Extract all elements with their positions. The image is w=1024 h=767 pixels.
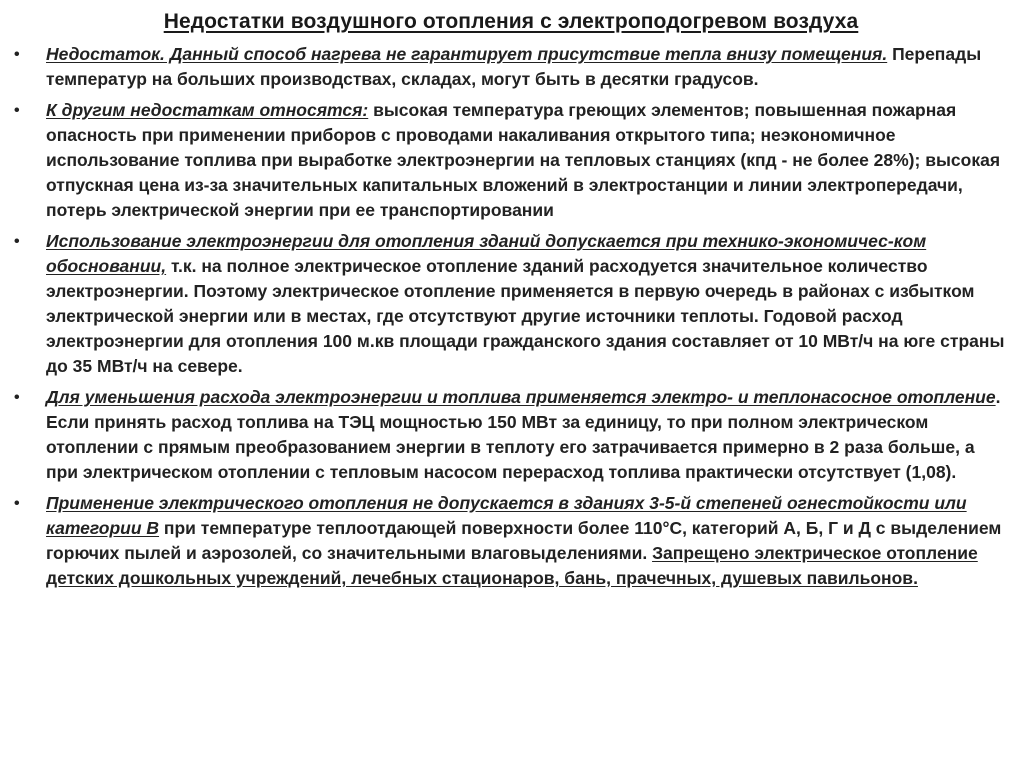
bullet-lead: Применение электрического отопления не допускается в зданиях 3-5-й степеней огнестойкости или категории В bbox=[46, 493, 967, 538]
bullet-item bbox=[12, 98, 1010, 223]
bullet-dot-icon: • bbox=[14, 102, 20, 119]
bullet-item bbox=[12, 385, 1010, 485]
bullet-lead: Недостаток. Данный способ нагрева не гарантирует присутствие тепла внизу помещения. bbox=[46, 44, 888, 64]
bullet-text: при температуре теплоотдающей поверхности более 110°С, категорий А, Б, Г и Д с выделением горючих пылей и аэрозолей, со значительными влаговыделениями. bbox=[46, 518, 1002, 563]
bullet-item bbox=[12, 42, 1010, 92]
slide-title: Недостатки воздушного отопления с электроподогревом воздуха bbox=[163, 10, 859, 33]
bullet-dot-icon: • bbox=[14, 389, 20, 406]
bullet-tail: Запрещено электрическое отопление детских дошкольных учреждений, лечебных стационаров, бань, прачечных, душевых павильонов. bbox=[46, 543, 978, 588]
bullet-lead: К другим недостаткам относятся: bbox=[46, 100, 369, 120]
bullet-dot-icon: • bbox=[14, 233, 20, 250]
bullet-lead: Для уменьшения расхода электроэнергии и топлива применяется электро- и теплонасосное отопление bbox=[46, 387, 996, 407]
bullet-item bbox=[12, 229, 1010, 379]
bullet-text: т.к. на полное электрическое отопление зданий расходуется значительное количество электроэнергии. Поэтому электрическое отопление применяется в первую очередь в районах с избытком электрической энергии или в местах, где отсутствуют другие источники теплоты. Годовой расход электроэнергии для отопления 100 м.кв площади гражданского здания составляет от 10 МВт/ч на юге страны до 35 МВт/ч на севере. bbox=[46, 256, 1005, 376]
bullet-dot-icon: • bbox=[14, 46, 20, 63]
bullet-item bbox=[12, 491, 1010, 591]
bullet-lead: Использование электроэнергии для отопления зданий допускается при технико-экономичес-ком обосновании, bbox=[46, 231, 927, 276]
bullet-list bbox=[12, 42, 1010, 591]
bullet-text: Перепады температур на больших производствах, складах, могут быть в десятки градусов. bbox=[46, 44, 982, 89]
bullet-dot-icon: • bbox=[14, 495, 20, 512]
bullet-text: высокая температура греющих элементов; повышенная пожарная опасность при применении приборов с проводами накаливания открытого типа; неэкономичное использование топлива при выработке электроэнергии на тепловых станциях (кпд - не более 28%); высокая отпускная цена из-за значительных капитальных вложений в электростанции и линии электропередачи, потерь электрической энергии при ее транспортировании bbox=[46, 100, 1001, 220]
bullet-text: . Если принять расход топлива на ТЭЦ мощностью 150 МВт за единицу, то при полном электрическом отоплении с прямым преобразованием энергии в теплоту его затрачивается примерно в 2 раза больше, а при электрическом отоплении с тепловым насосом перерасход топлива практически отсутствует (1,08). bbox=[46, 387, 1001, 482]
